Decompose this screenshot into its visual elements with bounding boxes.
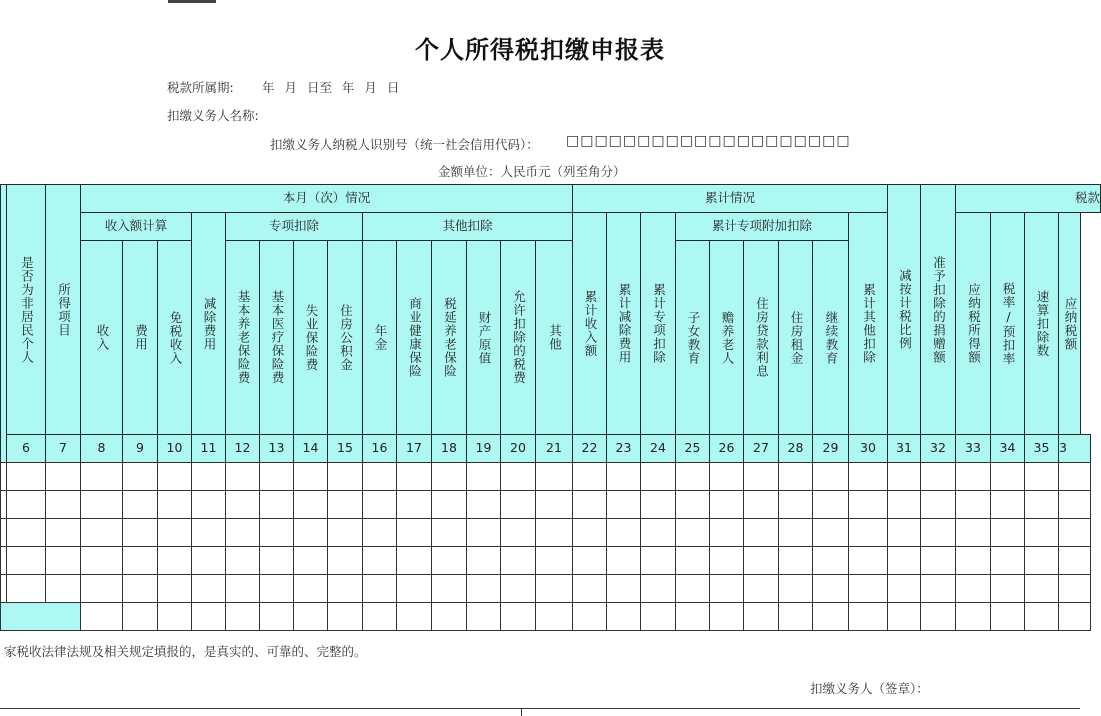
table-cell[interactable] (606, 546, 641, 575)
header-col-12: 基本养老保险费 (225, 240, 260, 435)
period-label: 税款所属期: (167, 80, 234, 95)
column-number-15: 15 (327, 434, 363, 463)
table-cell[interactable] (778, 574, 813, 603)
table-cell (0, 574, 7, 603)
table-cell[interactable] (743, 546, 779, 575)
column-number-8: 8 (80, 434, 123, 463)
table-cell[interactable] (157, 518, 192, 547)
totals-cell[interactable] (80, 602, 123, 631)
totals-cell[interactable] (396, 602, 432, 631)
table-cell[interactable] (955, 546, 991, 575)
table-cell[interactable] (6, 490, 46, 519)
column-number-34: 34 (990, 434, 1025, 463)
column-number-24: 24 (640, 434, 676, 463)
totals-cell[interactable] (535, 602, 573, 631)
column-number-29: 29 (812, 434, 849, 463)
table-cell[interactable] (122, 462, 158, 491)
table-cell[interactable] (157, 490, 192, 519)
totals-cell[interactable] (157, 602, 192, 631)
table-cell[interactable] (887, 546, 921, 575)
header-col-32: 准予扣除的捐赠额 (920, 184, 956, 435)
table-cell[interactable] (396, 546, 432, 575)
column-number-21: 21 (535, 434, 573, 463)
table-cell[interactable] (45, 574, 81, 603)
table-cell[interactable] (920, 546, 956, 575)
table-cell[interactable] (955, 490, 991, 519)
table-cell[interactable] (812, 462, 849, 491)
table-cell[interactable] (778, 490, 813, 519)
header-col-7: 所得项目 (45, 184, 81, 435)
table-cell[interactable] (293, 490, 328, 519)
table-cell[interactable] (157, 546, 192, 575)
header-col-36: 应纳税额 (1058, 212, 1081, 435)
table-cell[interactable] (362, 574, 397, 603)
table-cell[interactable] (1024, 546, 1059, 575)
column-number-25: 25 (675, 434, 710, 463)
table-cell[interactable] (293, 462, 328, 491)
column-number-13: 13 (259, 434, 294, 463)
table-cell[interactable] (6, 462, 46, 491)
table-cell[interactable] (990, 574, 1025, 603)
table-cell[interactable] (259, 462, 294, 491)
table-cell[interactable] (45, 546, 81, 575)
table-cell[interactable] (362, 462, 397, 491)
table-cell[interactable] (500, 574, 536, 603)
table-cell[interactable] (1058, 546, 1091, 575)
table-cell[interactable] (431, 546, 467, 575)
table-cell (0, 518, 7, 547)
table-cell (0, 546, 7, 575)
table-cell[interactable] (572, 490, 607, 519)
totals-cell[interactable] (675, 602, 710, 631)
totals-cell[interactable] (606, 602, 641, 631)
table-cell[interactable] (990, 518, 1025, 547)
table-cell[interactable] (812, 490, 849, 519)
table-cell[interactable] (431, 490, 467, 519)
totals-cell[interactable] (225, 602, 260, 631)
table-cell[interactable] (778, 462, 813, 491)
table-cell[interactable] (990, 546, 1025, 575)
totals-cell[interactable] (327, 602, 363, 631)
table-cell[interactable] (743, 574, 779, 603)
table-cell[interactable] (225, 490, 260, 519)
table-cell[interactable] (572, 462, 607, 491)
table-cell[interactable] (1024, 490, 1059, 519)
header-col-10: 免税收入 (157, 240, 192, 435)
table-cell[interactable] (396, 518, 432, 547)
column-number-9: 9 (122, 434, 158, 463)
table-cell[interactable] (225, 546, 260, 575)
table-cell[interactable] (396, 462, 432, 491)
table-cell[interactable] (778, 546, 813, 575)
table-cell[interactable] (500, 518, 536, 547)
table-cell[interactable] (1024, 518, 1059, 547)
table-cell[interactable] (675, 574, 710, 603)
table-cell[interactable] (1024, 462, 1059, 491)
column-number-28: 28 (778, 434, 813, 463)
table-cell[interactable] (6, 546, 46, 575)
signature-label: 扣缴义务人（签章）： (810, 681, 929, 696)
header-group-tax: 税款 (955, 184, 1101, 213)
header-group-income-calc: 收入额计算 (80, 212, 192, 241)
header-col-31: 减按计税比例 (887, 184, 921, 435)
header-col-14: 失业保险费 (293, 240, 328, 435)
table-cell[interactable] (466, 574, 501, 603)
header-col-13: 基本医疗保险费 (259, 240, 294, 435)
column-number-14: 14 (293, 434, 328, 463)
table-cell[interactable] (848, 462, 888, 491)
column-number-10: 10 (157, 434, 192, 463)
totals-cell[interactable] (122, 602, 158, 631)
period-value: 年 月 日至 年 月 日 (262, 80, 400, 95)
table-cell[interactable] (675, 518, 710, 547)
totals-cell[interactable] (572, 602, 607, 631)
header-col-23: 累计减除费用 (606, 212, 641, 435)
totals-cell[interactable] (1058, 602, 1091, 631)
table-cell[interactable] (157, 574, 192, 603)
totals-cell[interactable] (259, 602, 294, 631)
table-cell[interactable] (812, 546, 849, 575)
table-cell[interactable] (955, 518, 991, 547)
table-cell[interactable] (606, 518, 641, 547)
table-cell[interactable] (259, 546, 294, 575)
header-col-20: 允许扣除的税费 (500, 240, 536, 435)
header-col-30: 累计其他扣除 (848, 212, 888, 435)
header-col-15: 住房公积金 (327, 240, 363, 435)
table-cell[interactable] (848, 574, 888, 603)
column-number-16: 16 (362, 434, 397, 463)
column-number-17: 17 (396, 434, 432, 463)
table-cell[interactable] (500, 462, 536, 491)
bottom-divider (521, 708, 522, 716)
table-cell[interactable] (157, 462, 192, 491)
header-group-current-month: 本月（次）情况 (80, 184, 573, 213)
table-cell[interactable] (191, 490, 226, 519)
table-cell[interactable] (709, 574, 744, 603)
table-cell[interactable] (709, 546, 744, 575)
table-cell[interactable] (431, 518, 467, 547)
table-cell[interactable] (327, 462, 363, 491)
totals-cell[interactable] (362, 602, 397, 631)
table-cell[interactable] (466, 546, 501, 575)
table-cell[interactable] (535, 574, 573, 603)
header-col-22: 累计收入额 (572, 212, 607, 435)
agent-name-label: 扣缴义务人名称: (167, 108, 259, 123)
table-cell[interactable] (812, 574, 849, 603)
totals-cell[interactable] (431, 602, 467, 631)
header-col-9: 费用 (122, 240, 158, 435)
table-cell[interactable] (327, 490, 363, 519)
table-cell[interactable] (572, 546, 607, 575)
header-group-cumulative-special-additional: 累计专项附加扣除 (675, 212, 849, 241)
page-title: 个人所得税扣缴申报表 (415, 36, 665, 64)
table-cell[interactable] (191, 462, 226, 491)
column-number-19: 19 (466, 434, 501, 463)
table-cell[interactable] (122, 490, 158, 519)
table-cell[interactable] (743, 490, 779, 519)
table-cell[interactable] (80, 574, 123, 603)
table-cell[interactable] (225, 574, 260, 603)
table-cell[interactable] (640, 490, 676, 519)
header-col-27: 住房贷款利息 (743, 240, 779, 435)
header-col-33: 应纳税所得额 (955, 212, 991, 435)
table-cell[interactable] (887, 574, 921, 603)
table-cell[interactable] (466, 462, 501, 491)
column-number-27: 27 (743, 434, 779, 463)
header-col-21: 其他 (535, 240, 573, 435)
table-cell[interactable] (535, 546, 573, 575)
table-cell[interactable] (887, 490, 921, 519)
header-col-29: 继续教育 (812, 240, 849, 435)
table-cell[interactable] (293, 574, 328, 603)
table-cell[interactable] (848, 518, 888, 547)
table-cell[interactable] (606, 490, 641, 519)
table-cell[interactable] (920, 574, 956, 603)
table-cell[interactable] (259, 574, 294, 603)
table-cell[interactable] (1058, 518, 1091, 547)
column-number-12: 12 (225, 434, 260, 463)
table-cell[interactable] (80, 518, 123, 547)
table-cell[interactable] (259, 518, 294, 547)
table-cell[interactable] (500, 546, 536, 575)
column-number-26: 26 (709, 434, 744, 463)
table-cell[interactable] (362, 546, 397, 575)
tax-id-boxes: □□□□□□□□□□□□□□□□□□□□ (566, 133, 851, 149)
table-cell[interactable] (955, 574, 991, 603)
table-cell[interactable] (572, 574, 607, 603)
table-cell[interactable] (535, 462, 573, 491)
table-cell[interactable] (80, 490, 123, 519)
totals-cell[interactable] (640, 602, 676, 631)
table-cell[interactable] (1058, 490, 1091, 519)
table-cell[interactable] (709, 518, 744, 547)
table-cell[interactable] (709, 462, 744, 491)
table-cell[interactable] (80, 546, 123, 575)
table-cell[interactable] (778, 518, 813, 547)
totals-cell[interactable] (920, 602, 956, 631)
table-cell[interactable] (606, 462, 641, 491)
table-cell[interactable] (45, 518, 81, 547)
table-cell[interactable] (6, 518, 46, 547)
table-cell[interactable] (640, 518, 676, 547)
totals-cell[interactable] (709, 602, 744, 631)
table-cell[interactable] (45, 490, 81, 519)
declaration-text: 家税收法律法规及相关规定填报的，是真实的、可靠的、完整的。 (4, 644, 367, 659)
table-cell[interactable] (990, 462, 1025, 491)
table-cell[interactable] (606, 574, 641, 603)
column-number-30: 30 (848, 434, 888, 463)
header-col-28: 住房租金 (778, 240, 813, 435)
table-cell[interactable] (848, 490, 888, 519)
table-cell[interactable] (466, 490, 501, 519)
header-group-other-deduction: 其他扣除 (362, 212, 573, 241)
column-number-32: 32 (920, 434, 956, 463)
table-cell[interactable] (362, 490, 397, 519)
tax-id-label: 扣缴义务人纳税人识别号（统一社会信用代码）： (270, 137, 539, 152)
totals-cell[interactable] (990, 602, 1025, 631)
totals-cell[interactable] (955, 602, 991, 631)
table-cell[interactable] (6, 574, 46, 603)
table-cell[interactable] (640, 546, 676, 575)
column-number-18: 18 (431, 434, 467, 463)
table-cell[interactable] (848, 546, 888, 575)
column-number-11: 11 (191, 434, 226, 463)
table-cell[interactable] (990, 490, 1025, 519)
table-cell[interactable] (431, 462, 467, 491)
totals-cell[interactable] (848, 602, 888, 631)
table-cell[interactable] (887, 462, 921, 491)
table-cell[interactable] (1024, 574, 1059, 603)
table-cell[interactable] (45, 462, 81, 491)
header-col-34: 税率/预扣率 (990, 212, 1025, 435)
header-col-35: 速算扣除数 (1024, 212, 1059, 435)
table-cell (0, 490, 7, 519)
totals-cell[interactable] (500, 602, 536, 631)
table-cell[interactable] (80, 462, 123, 491)
table-cell[interactable] (572, 518, 607, 547)
column-number-20: 20 (500, 434, 536, 463)
totals-cell[interactable] (812, 602, 849, 631)
header-group-cumulative: 累计情况 (572, 184, 888, 213)
table-cell[interactable] (675, 490, 710, 519)
totals-cell[interactable] (293, 602, 328, 631)
table-cell[interactable] (743, 518, 779, 547)
bottom-rule (0, 708, 1080, 709)
table-cell[interactable] (887, 518, 921, 547)
table-cell[interactable] (396, 574, 432, 603)
column-number-35: 35 (1024, 434, 1059, 463)
table-cell[interactable] (955, 462, 991, 491)
table-cell[interactable] (1058, 574, 1091, 603)
table-cell[interactable] (1058, 462, 1091, 491)
header-col-26: 赡养老人 (709, 240, 744, 435)
header-group-special-deduction: 专项扣除 (225, 212, 363, 241)
totals-cell[interactable] (743, 602, 779, 631)
header-col-18: 税延养老保险 (431, 240, 467, 435)
table-cell[interactable] (122, 574, 158, 603)
table-cell[interactable] (466, 518, 501, 547)
totals-label-cell (0, 602, 81, 631)
table-cell[interactable] (675, 546, 710, 575)
table-cell[interactable] (327, 518, 363, 547)
table-cell[interactable] (259, 490, 294, 519)
table-cell[interactable] (191, 574, 226, 603)
header-col-19: 财产原值 (466, 240, 501, 435)
column-number-22: 22 (572, 434, 607, 463)
table-cell[interactable] (920, 518, 956, 547)
totals-cell[interactable] (778, 602, 813, 631)
totals-cell[interactable] (1024, 602, 1059, 631)
table-cell[interactable] (535, 490, 573, 519)
table-cell[interactable] (431, 574, 467, 603)
header-col-25: 子女教育 (675, 240, 710, 435)
table-cell[interactable] (396, 490, 432, 519)
column-number-23: 23 (606, 434, 641, 463)
table-cell[interactable] (293, 546, 328, 575)
column-number-36: 3 (1058, 434, 1091, 463)
table-cell[interactable] (743, 462, 779, 491)
table-cell[interactable] (709, 490, 744, 519)
header-col-11: 减除费用 (191, 212, 226, 435)
table-cell[interactable] (500, 490, 536, 519)
column-number-6: 6 (6, 434, 46, 463)
table-cell[interactable] (225, 518, 260, 547)
header-col-24: 累计专项扣除 (640, 212, 676, 435)
totals-cell[interactable] (191, 602, 226, 631)
totals-cell[interactable] (466, 602, 501, 631)
table-cell[interactable] (812, 518, 849, 547)
table-cell[interactable] (920, 490, 956, 519)
amount-unit-label: 金额单位：人民币元（列至角分） (438, 164, 626, 179)
table-cell[interactable] (191, 546, 226, 575)
table-cell[interactable] (535, 518, 573, 547)
header-col-6: 是否为非居民个人 (6, 184, 46, 435)
table-cell[interactable] (122, 546, 158, 575)
table-cell[interactable] (640, 574, 676, 603)
table-cell[interactable] (362, 518, 397, 547)
table-cell[interactable] (327, 574, 363, 603)
totals-cell[interactable] (887, 602, 921, 631)
table-cell (0, 462, 7, 491)
table-cell[interactable] (327, 546, 363, 575)
table-cell[interactable] (640, 462, 676, 491)
table-cell[interactable] (122, 518, 158, 547)
table-cell[interactable] (920, 462, 956, 491)
header-col-17: 商业健康保险 (396, 240, 432, 435)
table-cell[interactable] (293, 518, 328, 547)
top-edge-mark (168, 0, 216, 3)
header-col-8: 收入 (80, 240, 123, 435)
header-col-16: 年金 (362, 240, 397, 435)
table-cell[interactable] (191, 518, 226, 547)
table-cell[interactable] (225, 462, 260, 491)
column-number-33: 33 (955, 434, 991, 463)
column-number-31: 31 (887, 434, 921, 463)
table-cell[interactable] (675, 462, 710, 491)
column-number-7: 7 (45, 434, 81, 463)
